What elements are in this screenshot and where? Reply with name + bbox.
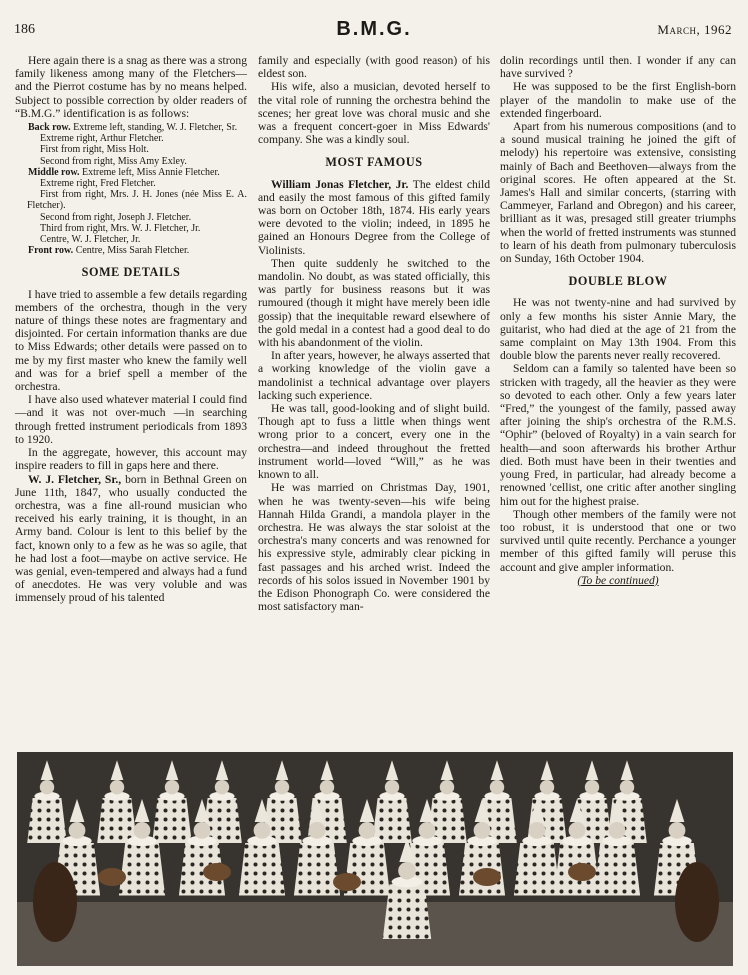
- paragraph: In the aggregate, however, this account may inspire readers to fill in gaps here and there.: [15, 446, 247, 473]
- page-header: [0, 18, 748, 44]
- group-photo: [17, 752, 733, 966]
- caption-line: Centre, Miss Sarah Fletcher.: [75, 245, 190, 257]
- paragraph: [258, 178, 490, 257]
- section-heading: DOUBLE BLOW: [568, 274, 668, 289]
- magazine-title: B.M.G.: [336, 18, 412, 40]
- paragraph: He was not twenty-nine and had survived by only a few months his sister Annie Mary, the guitarist, who had died at the age of 21 from the same complaint on May 13th 1904. From this double blow the parents never really recovered.: [500, 296, 736, 363]
- paragraph: family and especially (with good reason) of his eldest son.: [258, 54, 490, 81]
- paragraph: I have tried to assemble a few details regarding members of the orchestra, though in the very nature of things these notes are fragmentary and disjointed. For certain information thanks are due to Miss Edwards; other details were passed on to me by my first master who knew the family well and was for a brief spell a member of the orchestra.: [15, 287, 247, 394]
- caption-line: Centre, W. J. Fletcher, Jr.: [40, 234, 141, 246]
- continued-note: (To be continued): [577, 573, 659, 587]
- paragraph: I have also used whatever material I could find—and it was not over-much —in searching through fretted instrument periodicals from 1893 to 1920.: [15, 393, 247, 446]
- paragraph: [15, 473, 247, 605]
- mandolin-shape: [333, 873, 361, 891]
- paragraph: In after years, however, he always asserted that a working knowledge of the violin gave a mandolinist a technical advantage over players lacking such experience.: [258, 349, 490, 402]
- paragraph-text: The eldest child and easily the most famous of this gifted family was born on October 18th, 1874. His early years were devoted to the violin; indeed, in 1895 he gained an Honours Degree from the College of Violinists.: [258, 177, 491, 257]
- mandolin-shape: [473, 868, 501, 886]
- to-be-continued: [500, 574, 736, 587]
- mandolin-shape: [568, 863, 596, 881]
- mandolin-shape: [203, 863, 231, 881]
- caption-label: Front row.: [28, 245, 74, 257]
- paragraph: Then quite suddenly he switched to the mandolin. No doubt, as was stated officially, this was partly for business reasons but it was rumoured (though it might have merely been idle gossip) that the inequitable reward elsewhere of the gold medal in a contest had a good deal to do with his abandonment of the violin.: [258, 256, 490, 350]
- paragraph: He was supposed to be the first English-born player of the mandolin to make use of the extended fingerboard.: [500, 80, 736, 120]
- paragraph: His wife, also a musician, devoted herself to the vital role of running the orchestra behind the scenes; her great love was choral music and she was a frequent concert-goer in Miss Edwards' company. She was a kindly soul.: [258, 80, 490, 147]
- section-heading: SOME DETAILS: [81, 265, 181, 280]
- caption-label: Middle row.: [28, 166, 80, 178]
- cello-shape: [33, 862, 77, 942]
- paragraph: He was married on Christmas Day, 1901, when he was twenty-seven—his wife being Hannah Hilda Grandi, a mandola player in the orchestra. He was always the star soloist at the orchestra's many concerts and was renowned for his expressive style, admirably clear picking in fast passages and his arched wrist. Indeed the records of his solos issued in November 1901 by the Edison Phonograph Co. were considered the most satisfactory man-: [258, 481, 490, 614]
- caption-line: Second from right, Joseph J. Fletcher.: [40, 211, 192, 223]
- caption-line: Extreme left, standing, W. J. Fletcher, Sr.: [73, 122, 238, 134]
- person-name: William Jonas Fletcher, Jr.: [271, 177, 409, 191]
- paragraph: dolin recordings until then. I wonder if any can have survived ?: [500, 54, 736, 81]
- paragraph: Though other members of the family were not too robust, it is understood that one or two survived until quite recently. Perchance a younger member of this gifted family will peruse this account and give ampler information.: [500, 507, 736, 574]
- paragraph: Here again there is a snag as there was a strong family likeness among many of the Fletchers—and the Pierrot costume has by no means helped. Subject to possible correction by older readers of “B.M.G.” identification is as follows:: [15, 54, 247, 120]
- group-photo-illustration: [17, 752, 733, 966]
- page-number: 186: [14, 22, 35, 37]
- caption-line: Second from right, Miss Amy Exley.: [40, 155, 187, 167]
- column-3: [500, 54, 736, 587]
- issue-date: March, 1962: [657, 22, 732, 37]
- person-name: W. J. Fletcher, Sr.,: [28, 472, 122, 486]
- column-2: [258, 54, 490, 613]
- caption-label: Back row.: [28, 122, 71, 134]
- section-heading: MOST FAMOUS: [325, 155, 423, 170]
- column-1: [15, 54, 247, 605]
- paragraph: Seldom can a family so talented have been so stricken with tragedy, all the heavier as they were so devoted to each other. Only a few years later “Fred,” the youngest of the family, passed away after joining the ship's orchestra of the R.M.S. “Ophir” (beloved of Royalty) in a vain search for health—and soon afterwards his brother Arthur died. Both must have been in their twenties and young Fred, in particular, had already become a renowned 'cellist, one critic after another singling him out for the highest praise.: [500, 362, 736, 508]
- caption-line: Extreme left, Miss Annie Fletcher.: [81, 166, 220, 178]
- photo-caption: [15, 122, 247, 256]
- cello-shape: [675, 862, 719, 942]
- mandolin-shape: [98, 868, 126, 886]
- caption-line: Third from right, Mrs. W. J. Fletcher, Jr.: [40, 222, 201, 234]
- caption-line: Extreme right, Fred Fletcher.: [40, 178, 156, 190]
- paragraph: He was tall, good-looking and of slight build. Though apt to fuss a little when things went wrong prior to a concert, every one in the orchestra—and indeed throughout the fretted instrument world—loved “Will,” as he was known to all.: [258, 402, 490, 482]
- caption-line: First from right, Mrs. J. H. Jones (née Miss E. A. Fletcher).: [27, 189, 247, 212]
- paragraph: Apart from his numerous compositions (and to a sound musical training he joined the gift of melody) his repertoire was extensive, consisting mainly of Bach and Beethoven—always from the original scores. He often appeared at the St. James's Hall and similar concerts, (starring with Cammeyer, Farland and Obregon) and his career, brilliant as it was, presaged still greater triumphs when the world of fretted instruments was stunned to learn of his death from pulmonary tuberculosis on Sunday, 16th October 1904.: [500, 120, 736, 266]
- caption-line: Extreme right, Arthur Fletcher.: [40, 133, 164, 145]
- caption-line: First from right, Miss Holt.: [40, 144, 149, 156]
- paragraph-text: born in Bethnal Green on June 11th, 1847, who usually conducted the orchestra, was a fine all-round musician who received his early training, it is thought, in an Army band. Colour is lent to this belief by the fact, known only to a few as he was so agile, that he had lost a foot—maybe on active service. He was genial, even-tempered and always had a fund of anecdotes. He was very voluble and was immensely proud of his talented: [15, 472, 247, 605]
